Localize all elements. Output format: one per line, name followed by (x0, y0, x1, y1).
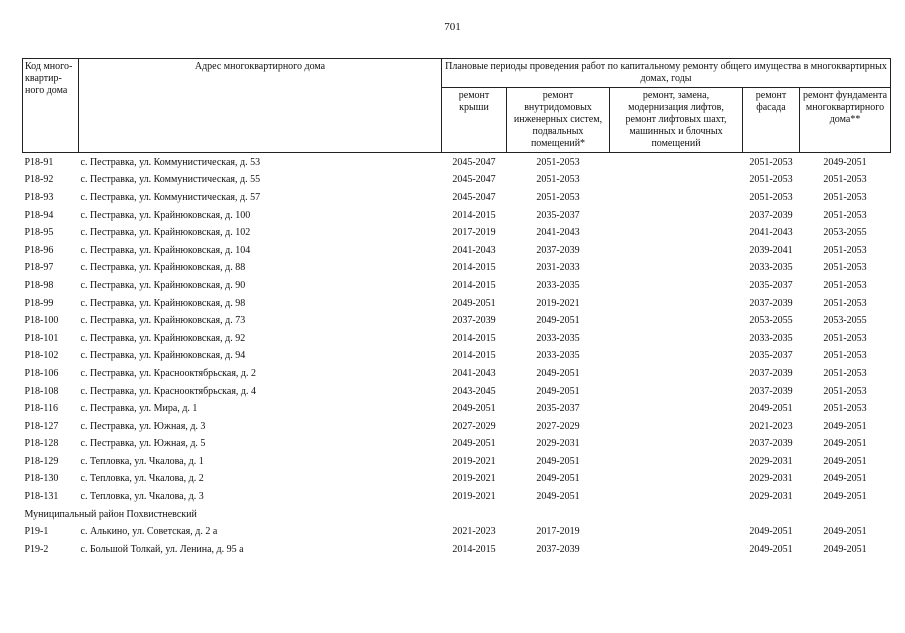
cell-systems: 2029-2031 (536, 438, 580, 450)
cell-foundation: 2049-2051 (823, 420, 867, 432)
cell-facade: 2049-2051 (749, 543, 793, 555)
cell-foundation: 2049-2051 (823, 438, 867, 450)
cell-foundation: 2049-2051 (823, 473, 867, 485)
cell-address: с. Тепловка, ул. Чкалова, д. 2 (80, 473, 204, 485)
cell-systems: 2051-2053 (536, 191, 580, 203)
header-elevators: ремонт, замена, модернизация лифтов, ремонт лифтовых шахт, машинных и блочных помещений (610, 88, 743, 153)
table-row (23, 189, 891, 207)
cell-elevators (610, 312, 743, 330)
cell-systems: 2017-2019 (536, 526, 580, 538)
cell-systems: 2037-2039 (536, 543, 580, 555)
cell-roof: 2014-2015 (452, 350, 496, 362)
cell-systems: 2049-2051 (536, 455, 580, 467)
cell-code: P18-106 (24, 367, 59, 379)
cell-address: с. Пестравка, ул. Крайнюковская, д. 102 (80, 227, 251, 239)
cell-foundation: 2051-2053 (823, 403, 867, 415)
cell-address: с. Пестравка, ул. Коммунистическая, д. 55 (80, 174, 261, 186)
cell-elevators (610, 453, 743, 471)
cell-facade: 2021-2023 (749, 420, 793, 432)
cell-address: с. Пестравка, ул. Мира, д. 1 (80, 403, 198, 415)
cell-code: P18-127 (24, 420, 59, 432)
cell-code: P18-96 (24, 244, 54, 256)
cell-roof: 2045-2047 (452, 191, 496, 203)
cell-foundation: 2049-2051 (823, 491, 867, 503)
cell-elevators (610, 295, 743, 313)
table-body (23, 153, 891, 559)
cell-foundation: 2049-2051 (823, 455, 867, 467)
cell-address: с. Пестравка, ул. Южная, д. 5 (80, 438, 206, 450)
cell-foundation: 2051-2053 (823, 385, 867, 397)
section-title: Муниципальный район Похвистневский (24, 508, 197, 520)
cell-facade: 2049-2051 (749, 403, 793, 415)
table-row (23, 418, 891, 436)
cell-facade: 2037-2039 (749, 385, 793, 397)
cell-systems: 2049-2051 (536, 473, 580, 485)
cell-elevators (610, 418, 743, 436)
cell-code: P18-95 (24, 227, 54, 239)
cell-address: с. Пестравка, ул. Крайнюковская, д. 73 (80, 315, 246, 327)
cell-elevators (610, 471, 743, 489)
cell-systems: 2027-2029 (536, 420, 580, 432)
cell-elevators (610, 153, 743, 172)
cell-address: с. Большой Толкай, ул. Ленина, д. 95 а (80, 543, 244, 555)
table-row (23, 541, 891, 559)
cell-roof: 2045-2047 (452, 174, 496, 186)
cell-facade: 2051-2053 (749, 191, 793, 203)
cell-facade: 2049-2051 (749, 526, 793, 538)
header-facade: ремонт фасада (743, 88, 800, 153)
cell-foundation: 2053-2055 (823, 227, 867, 239)
cell-foundation: 2049-2051 (823, 543, 867, 555)
header-roof: ремонт крыши (442, 88, 507, 153)
cell-elevators (610, 488, 743, 506)
cell-roof: 2014-2015 (452, 262, 496, 274)
cell-address: с. Пестравка, ул. Крайнюковская, д. 104 (80, 244, 251, 256)
cell-address: с. Пестравка, ул. Крайнюковская, д. 98 (80, 297, 246, 309)
cell-roof: 2019-2021 (452, 455, 496, 467)
cell-code: P18-93 (24, 191, 54, 203)
cell-facade: 2029-2031 (749, 473, 793, 485)
cell-foundation: 2051-2053 (823, 191, 867, 203)
cell-foundation: 2051-2053 (823, 279, 867, 291)
cell-elevators (610, 242, 743, 260)
cell-roof: 2041-2043 (452, 367, 496, 379)
cell-code: P18-94 (24, 209, 54, 221)
table-row (23, 436, 891, 454)
cell-facade: 2035-2037 (749, 350, 793, 362)
cell-systems: 2033-2035 (536, 350, 580, 362)
cell-elevators (610, 260, 743, 278)
cell-address: с. Пестравка, ул. Крайнюковская, д. 94 (80, 350, 246, 362)
cell-foundation: 2051-2053 (823, 350, 867, 362)
cell-code: P18-98 (24, 279, 54, 291)
cell-facade: 2051-2053 (749, 156, 793, 168)
cell-systems: 2049-2051 (536, 491, 580, 503)
cell-systems: 2031-2033 (536, 262, 580, 274)
cell-systems: 2051-2053 (536, 174, 580, 186)
cell-facade: 2029-2031 (749, 491, 793, 503)
cell-code: P18-92 (24, 174, 54, 186)
cell-foundation: 2051-2053 (823, 297, 867, 309)
cell-address: с. Пестравка, ул. Коммунистическая, д. 53 (80, 156, 261, 168)
cell-elevators (610, 523, 743, 541)
cell-roof: 2049-2051 (452, 438, 496, 450)
cell-code: P18-91 (24, 156, 54, 168)
table-row (23, 523, 891, 541)
cell-code: P18-97 (24, 262, 54, 274)
cell-elevators (610, 189, 743, 207)
cell-address: с. Пестравка, ул. Крайнюковская, д. 88 (80, 262, 246, 274)
header-address: Адрес многоквартирного дома (79, 59, 442, 153)
cell-foundation: 2049-2051 (823, 156, 867, 168)
cell-systems: 2049-2051 (536, 367, 580, 379)
cell-facade: 2037-2039 (749, 438, 793, 450)
cell-roof: 2043-2045 (452, 385, 496, 397)
cell-systems: 2037-2039 (536, 244, 580, 256)
cell-address: с. Пестравка, ул. Краснооктябрьская, д. 4 (80, 385, 257, 397)
cell-address: с. Пестравка, ул. Крайнюковская, д. 100 (80, 209, 251, 221)
section-row (23, 506, 891, 524)
cell-roof: 2021-2023 (452, 526, 496, 538)
cell-systems: 2033-2035 (536, 279, 580, 291)
cell-roof: 2014-2015 (452, 332, 496, 344)
cell-facade: 2039-2041 (749, 244, 793, 256)
cell-facade: 2051-2053 (749, 174, 793, 186)
cell-code: P18-102 (24, 350, 59, 362)
cell-roof: 2014-2015 (452, 209, 496, 221)
table-row (23, 453, 891, 471)
table-row (23, 312, 891, 330)
cell-elevators (610, 224, 743, 242)
cell-code: P18-101 (24, 332, 59, 344)
cell-facade: 2035-2037 (749, 279, 793, 291)
cell-facade: 2037-2039 (749, 297, 793, 309)
cell-foundation: 2051-2053 (823, 332, 867, 344)
table-row (23, 365, 891, 383)
cell-systems: 2035-2037 (536, 209, 580, 221)
header-periods: Плановые периоды проведения работ по капитальному ремонту общего имущества в многоквартирных домах, годы (442, 59, 891, 88)
table-row (23, 277, 891, 295)
table-row (23, 153, 891, 172)
cell-roof: 2014-2015 (452, 279, 496, 291)
cell-elevators (610, 436, 743, 454)
cell-address: с. Тепловка, ул. Чкалова, д. 3 (80, 491, 204, 503)
table-row (23, 260, 891, 278)
cell-roof: 2027-2029 (452, 420, 496, 432)
capital-repair-table (22, 58, 891, 559)
cell-systems: 2019-2021 (536, 297, 580, 309)
cell-facade: 2037-2039 (749, 209, 793, 221)
cell-elevators (610, 365, 743, 383)
header-systems: ремонт внутридомовых инженерных систем, подвальных помещений* (507, 88, 610, 153)
table-row (23, 172, 891, 190)
table-row (23, 330, 891, 348)
cell-code: P18-131 (24, 491, 59, 503)
cell-foundation: 2049-2051 (823, 526, 867, 538)
cell-systems: 2051-2053 (536, 156, 580, 168)
cell-elevators (610, 277, 743, 295)
cell-address: с. Пестравка, ул. Краснооктябрьская, д. 2 (80, 367, 257, 379)
cell-code: P18-128 (24, 438, 59, 450)
table-row (23, 224, 891, 242)
cell-code: P18-99 (24, 297, 54, 309)
cell-code: P18-130 (24, 473, 59, 485)
cell-address: с. Пестравка, ул. Южная, д. 3 (80, 420, 206, 432)
cell-code: P18-100 (24, 315, 59, 327)
cell-code: P19-1 (24, 526, 49, 538)
table-row (23, 295, 891, 313)
cell-foundation: 2051-2053 (823, 367, 867, 379)
page-number: 701 (444, 21, 461, 33)
header-code: Код много-квартир-ного дома (23, 59, 79, 153)
cell-address: с. Пестравка, ул. Коммунистическая, д. 57 (80, 191, 261, 203)
cell-code: P18-129 (24, 455, 59, 467)
cell-systems: 2033-2035 (536, 332, 580, 344)
cell-systems: 2041-2043 (536, 227, 580, 239)
cell-foundation: 2051-2053 (823, 262, 867, 274)
table-row (23, 207, 891, 225)
cell-elevators (610, 348, 743, 366)
cell-roof: 2049-2051 (452, 403, 496, 415)
table-row (23, 348, 891, 366)
table-row (23, 488, 891, 506)
cell-facade: 2033-2035 (749, 332, 793, 344)
cell-code: P18-108 (24, 385, 59, 397)
cell-roof: 2019-2021 (452, 491, 496, 503)
cell-roof: 2017-2019 (452, 227, 496, 239)
cell-roof: 2014-2015 (452, 543, 496, 555)
cell-code: P18-116 (24, 403, 59, 415)
table-row (23, 383, 891, 401)
cell-systems: 2035-2037 (536, 403, 580, 415)
cell-foundation: 2053-2055 (823, 315, 867, 327)
cell-facade: 2037-2039 (749, 367, 793, 379)
cell-elevators (610, 541, 743, 559)
cell-systems: 2049-2051 (536, 385, 580, 397)
cell-elevators (610, 330, 743, 348)
table-row (23, 242, 891, 260)
cell-roof: 2049-2051 (452, 297, 496, 309)
cell-address: с. Тепловка, ул. Чкалова, д. 1 (80, 455, 204, 467)
cell-code: P19-2 (24, 543, 49, 555)
cell-roof: 2045-2047 (452, 156, 496, 168)
cell-address: с. Алькино, ул. Советская, д. 2 а (80, 526, 218, 538)
cell-elevators (610, 172, 743, 190)
cell-address: с. Пестравка, ул. Крайнюковская, д. 90 (80, 279, 246, 291)
cell-elevators (610, 383, 743, 401)
cell-address: с. Пестравка, ул. Крайнюковская, д. 92 (80, 332, 246, 344)
cell-elevators (610, 400, 743, 418)
cell-foundation: 2051-2053 (823, 244, 867, 256)
table-header (23, 59, 891, 153)
table-row (23, 400, 891, 418)
cell-foundation: 2051-2053 (823, 174, 867, 186)
cell-roof: 2037-2039 (452, 315, 496, 327)
cell-roof: 2019-2021 (452, 473, 496, 485)
cell-foundation: 2051-2053 (823, 209, 867, 221)
cell-facade: 2029-2031 (749, 455, 793, 467)
cell-elevators (610, 207, 743, 225)
table-row (23, 471, 891, 489)
cell-roof: 2041-2043 (452, 244, 496, 256)
header-foundation: ремонт фундамента многоквартирного дома** (800, 88, 891, 153)
cell-facade: 2033-2035 (749, 262, 793, 274)
cell-facade: 2053-2055 (749, 315, 793, 327)
cell-systems: 2049-2051 (536, 315, 580, 327)
cell-facade: 2041-2043 (749, 227, 793, 239)
